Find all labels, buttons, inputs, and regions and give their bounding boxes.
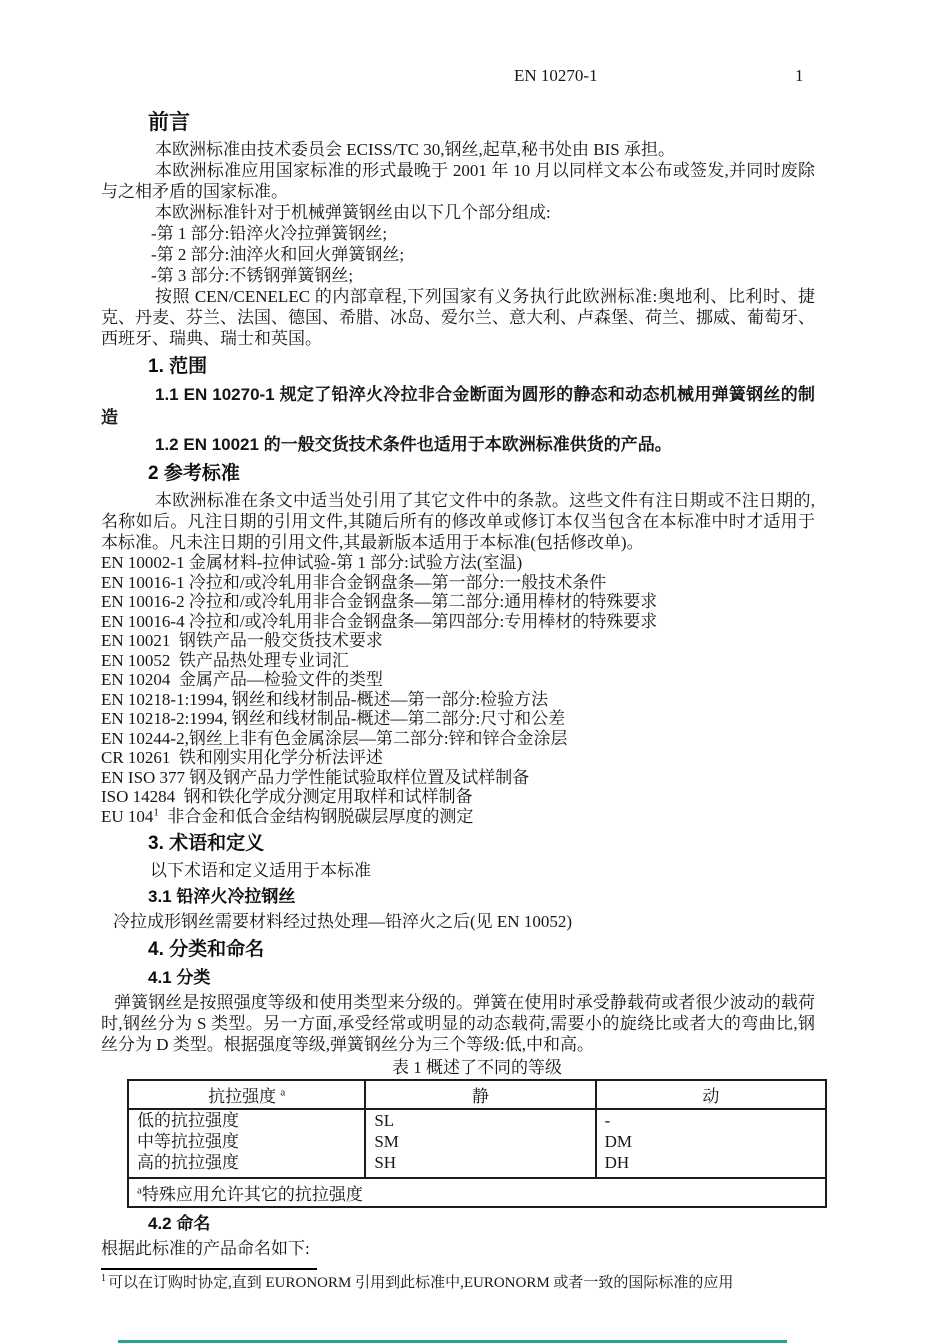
reference-item	[101, 748, 815, 768]
foreword-part-item: -第 1 部分:铅淬火冷拉弹簧钢丝;	[151, 224, 388, 243]
terms-intro: 以下术语和定义适用于本标准	[150, 861, 371, 880]
table-footnote-text: 特殊应用允许其它的抗拉强度	[141, 1185, 363, 1204]
reference-superscript: 1	[153, 805, 159, 818]
reference-code-and-text: ISO 14284 钢和铁化学成分测定用取样和试样制备	[101, 787, 473, 806]
reference-item	[101, 651, 815, 671]
table-caption: 表 1 概述了不同的等级	[392, 1058, 562, 1077]
foreword-part-item: -第 2 部分:油淬火和回火弹簧钢丝;	[151, 245, 405, 264]
table-body	[128, 1109, 826, 1178]
reference-code-and-text: EN ISO 377 钢及钢产品力学性能试验取样位置及试样制备	[101, 767, 530, 787]
page-number: 1	[795, 66, 804, 85]
table-header-dynamic: 动	[596, 1080, 826, 1109]
foreword-paragraph-2: 本欧洲标准应用国家标准的形式最晚于 2001 年 10 月以同样文本公布或签发,并同时废除与之相矛盾的国家标准。	[101, 161, 815, 201]
table-header-tensile-strength	[128, 1080, 365, 1109]
foreword-heading: 前言	[148, 111, 190, 134]
table-cell-dynamic-grade: DM	[596, 1131, 826, 1152]
bottom-accent-bar	[118, 1340, 787, 1343]
scope-item-1-2: 1.2 EN 10021 的一般交货技术条件也适用于本欧洲标准供货的产品。	[155, 435, 672, 454]
table-cell-strength-level: 中等抗拉强度	[128, 1131, 365, 1152]
table-cell-dynamic-grade: DH	[596, 1152, 826, 1178]
reference-item	[101, 670, 815, 690]
references-intro: 本欧洲标准在条文中适当处引用了其它文件中的条款。这些文件有注日期或不注日期的,名称如后。凡注日期的引用文件,其随后所有的修改单或修订本仅当包含在本标准中时才适用于本标准。凡未注日期的引用文件,其最新版本适用于本标准(包括修改单)。	[101, 491, 815, 552]
section-heading-classification: 4. 分类和命名	[148, 939, 265, 960]
reference-code-and-text: EN 10244-2,钢丝上非有色金属涂层—第二部分:锌和锌合金涂层	[101, 728, 568, 748]
reference-item	[101, 787, 815, 807]
footnote-text: 可以在订购时协定,直到 EURONORM 引用到此标准中,EURONORM 或者一致的国际标准的应用	[108, 1275, 734, 1291]
footnote-separator	[101, 1268, 317, 1270]
reference-code-and-text: EN 10016-2 冷拉和/或冷轧用非合金钢盘条—第二部分:通用棒材的特殊要求	[101, 592, 658, 611]
reference-text-after: 非合金和低合金结构钢脱碳层厚度的测定	[158, 806, 474, 826]
foreword-paragraph-4: 按照 CEN/CENELEC 的内部章程,下列国家有义务执行此欧洲标准:奥地利、比利时、捷克、丹麦、芬兰、法国、德国、希腊、冰岛、爱尔兰、意大利、卢森堡、荷兰、挪威、葡萄牙、西班牙、瑞典、瑞士和英国。	[101, 287, 815, 348]
classification-paragraph: 弹簧钢丝是按照强度等级和使用类型来分级的。弹簧在使用时承受静载荷或者很少波动的载荷时,钢丝分为 S 类型。另一方面,承受经常或明显的动态载荷,需要小的旋绕比或者大的弯曲比,钢丝分为 D 类型。根据强度等级,弹簧钢丝分为三个等级:低,中和高。	[101, 993, 815, 1054]
reference-code-and-text: EN 10016-1 冷拉和/或冷轧用非合金钢盘条—第一部分:一般技术条件	[101, 572, 607, 592]
table-cell-static-grade: SM	[365, 1131, 595, 1152]
reference-code-and-text: EU 104	[101, 806, 154, 826]
reference-code-and-text: EN 10016-4 冷拉和/或冷轧用非合金钢盘条—第四部分:专用棒材的特殊要求	[101, 611, 658, 631]
foreword-paragraph-1: 本欧洲标准由技术委员会 ECISS/TC 30,钢丝,起草,秘书处由 BIS 承担。	[155, 140, 675, 159]
doc-code: EN 10270-1	[514, 66, 598, 85]
table-footnote-row	[128, 1178, 826, 1207]
reference-item	[101, 573, 815, 593]
reference-item	[101, 807, 815, 827]
reference-item	[101, 592, 815, 612]
section-heading-references: 2 参考标准	[148, 463, 240, 484]
table-footnote-mark: a	[137, 1184, 142, 1197]
reference-item	[101, 768, 815, 788]
reference-item	[101, 553, 815, 573]
table-header-footnote-mark: a	[280, 1086, 286, 1099]
reference-code-and-text: EN 10002-1 金属材料-拉伸试验-第 1 部分:试验方法(室温)	[101, 553, 523, 572]
foreword-parts-list	[101, 223, 815, 286]
section-heading-scope: 1. 范围	[148, 356, 208, 377]
footnote	[101, 1273, 815, 1293]
reference-item	[101, 631, 815, 651]
reference-code-and-text: CR 10261 铁和刚实用化学分析法评述	[101, 748, 383, 767]
table-header-row	[128, 1080, 826, 1109]
reference-item	[101, 709, 815, 729]
table-row	[128, 1131, 826, 1152]
reference-code-and-text: EN 10204 金属产品—检验文件的类型	[101, 670, 383, 689]
reference-code-and-text: EN 10052 铁产品热处理专业词汇	[101, 650, 349, 670]
term-definition: 冷拉成形钢丝需要材料经过热处理—铅淬火之后(见 EN 10052)	[113, 912, 572, 931]
table-header-static: 静	[365, 1080, 595, 1109]
table-cell-static-grade: SH	[365, 1152, 595, 1178]
page-content	[0, 110, 950, 1293]
reference-code-and-text: EN 10021 钢铁产品一般交货技术要求	[101, 631, 383, 650]
table-cell-static-grade: SL	[365, 1109, 595, 1131]
table-header-label: 抗拉强度	[208, 1087, 277, 1106]
table-row	[128, 1109, 826, 1131]
subsection-heading-4-2: 4.2 命名	[148, 1214, 211, 1233]
references-list	[101, 553, 815, 826]
reference-item	[101, 612, 815, 632]
section-heading-terms: 3. 术语和定义	[148, 833, 265, 854]
reference-code-and-text: EN 10218-2:1994, 钢丝和线材制品-概述—第二部分:尺寸和公差	[101, 709, 566, 728]
table-cell-strength-level: 高的抗拉强度	[128, 1152, 365, 1178]
table-cell-dynamic-grade: -	[596, 1109, 826, 1131]
table-row	[128, 1152, 826, 1178]
subsection-heading-3-1: 3.1 铅淬火冷拉钢丝	[148, 887, 296, 906]
grades-table	[127, 1079, 827, 1208]
designation-paragraph: 根据此标准的产品命名如下:	[101, 1239, 310, 1258]
foreword-paragraph-3: 本欧洲标准针对于机械弹簧钢丝由以下几个部分组成:	[155, 203, 551, 222]
footnote-mark: 1	[101, 1273, 106, 1284]
scope-item-1-1: 1.1 EN 10270-1 规定了铅淬火冷拉非合金断面为圆形的静态和动态机械用弹簧钢丝的制造	[101, 385, 815, 427]
reference-item	[101, 729, 815, 749]
subsection-heading-4-1: 4.1 分类	[148, 968, 211, 987]
table-footnote	[128, 1178, 826, 1207]
reference-code-and-text: EN 10218-1:1994, 钢丝和线材制品-概述—第一部分:检验方法	[101, 689, 549, 709]
page-header	[0, 0, 950, 84]
table-cell-strength-level: 低的抗拉强度	[128, 1109, 365, 1131]
reference-item	[101, 690, 815, 710]
foreword-part-item: -第 3 部分:不锈钢弹簧钢丝;	[151, 266, 354, 285]
